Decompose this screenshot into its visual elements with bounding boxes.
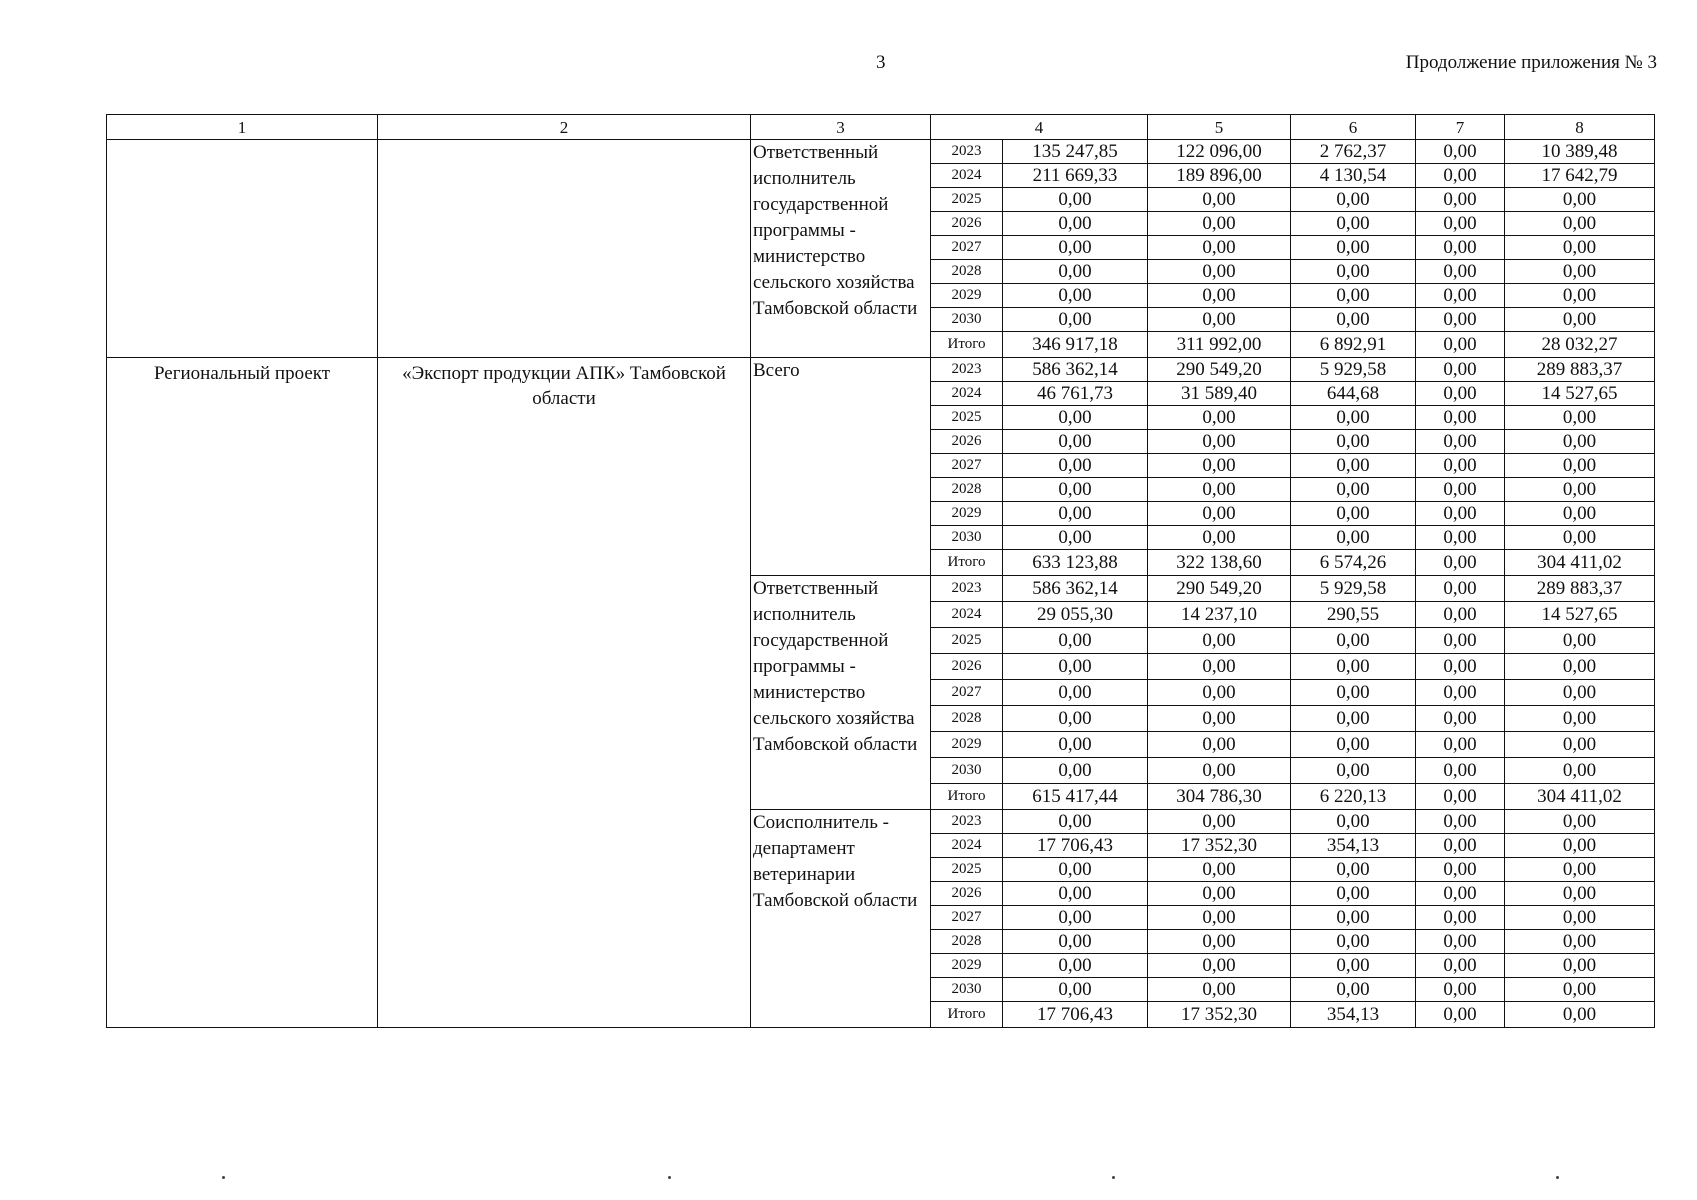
year-cell: 2028 — [931, 706, 1003, 732]
header-cell-3: 3 — [751, 115, 931, 140]
value-cell-5: 0,00 — [1148, 906, 1291, 930]
value-cell-5: 0,00 — [1148, 188, 1291, 212]
value-cell-6: 0,00 — [1291, 406, 1416, 430]
value-cell-7: 0,00 — [1416, 954, 1505, 978]
value-cell-7: 0,00 — [1416, 502, 1505, 526]
total-label-cell: Итого — [931, 550, 1003, 576]
value-cell-6: 0,00 — [1291, 212, 1416, 236]
value-cell-5: 290 549,20 — [1148, 576, 1291, 602]
value-cell-8: 0,00 — [1505, 260, 1655, 284]
year-cell: 2025 — [931, 628, 1003, 654]
value-cell-4: 29 055,30 — [1003, 602, 1148, 628]
year-cell: 2026 — [931, 430, 1003, 454]
value-cell-6: 0,00 — [1291, 628, 1416, 654]
year-cell: 2029 — [931, 284, 1003, 308]
year-cell: 2026 — [931, 654, 1003, 680]
value-cell-7: 0,00 — [1416, 810, 1505, 834]
value-cell-7: 0,00 — [1416, 406, 1505, 430]
value-cell-6: 0,00 — [1291, 882, 1416, 906]
value-cell-8: 0,00 — [1505, 954, 1655, 978]
value-cell-5: 0,00 — [1148, 502, 1291, 526]
value-cell-6: 6 574,26 — [1291, 550, 1416, 576]
value-cell-4: 135 247,85 — [1003, 140, 1148, 164]
value-cell-4: 0,00 — [1003, 654, 1148, 680]
value-cell-4: 17 706,43 — [1003, 1002, 1148, 1028]
value-cell-6: 0,00 — [1291, 260, 1416, 284]
value-cell-6: 0,00 — [1291, 858, 1416, 882]
value-cell-6: 2 762,37 — [1291, 140, 1416, 164]
table-row — [107, 140, 1655, 164]
header-row — [107, 115, 1655, 140]
value-cell-7: 0,00 — [1416, 882, 1505, 906]
value-cell-7: 0,00 — [1416, 906, 1505, 930]
value-cell-6: 6 220,13 — [1291, 784, 1416, 810]
value-cell-8: 0,00 — [1505, 834, 1655, 858]
value-cell-4: 615 417,44 — [1003, 784, 1148, 810]
value-cell-8: 0,00 — [1505, 308, 1655, 332]
year-cell: 2023 — [931, 576, 1003, 602]
value-cell-7: 0,00 — [1416, 654, 1505, 680]
value-cell-5: 290 549,20 — [1148, 358, 1291, 382]
value-cell-6: 354,13 — [1291, 834, 1416, 858]
value-cell-4: 586 362,14 — [1003, 576, 1148, 602]
value-cell-8: 0,00 — [1505, 758, 1655, 784]
value-cell-8: 289 883,37 — [1505, 576, 1655, 602]
value-cell-4: 0,00 — [1003, 758, 1148, 784]
header-cell-8: 8 — [1505, 115, 1655, 140]
value-cell-8: 28 032,27 — [1505, 332, 1655, 358]
value-cell-6: 0,00 — [1291, 236, 1416, 260]
value-cell-4: 0,00 — [1003, 236, 1148, 260]
value-cell-7: 0,00 — [1416, 526, 1505, 550]
value-cell-5: 17 352,30 — [1148, 1002, 1291, 1028]
value-cell-4: 0,00 — [1003, 526, 1148, 550]
value-cell-5: 0,00 — [1148, 406, 1291, 430]
year-cell: 2026 — [931, 212, 1003, 236]
value-cell-6: 0,00 — [1291, 680, 1416, 706]
year-cell: 2030 — [931, 308, 1003, 332]
value-cell-8: 14 527,65 — [1505, 382, 1655, 406]
value-cell-4: 46 761,73 — [1003, 382, 1148, 406]
value-cell-5: 0,00 — [1148, 810, 1291, 834]
year-cell: 2025 — [931, 406, 1003, 430]
value-cell-6: 5 929,58 — [1291, 576, 1416, 602]
year-cell: 2030 — [931, 526, 1003, 550]
value-cell-7: 0,00 — [1416, 628, 1505, 654]
value-cell-4: 0,00 — [1003, 906, 1148, 930]
year-cell: 2023 — [931, 358, 1003, 382]
value-cell-7: 0,00 — [1416, 212, 1505, 236]
value-cell-4: 0,00 — [1003, 680, 1148, 706]
value-cell-7: 0,00 — [1416, 576, 1505, 602]
project-name-cell — [378, 140, 751, 358]
value-cell-5: 0,00 — [1148, 628, 1291, 654]
budget-table — [106, 114, 1655, 1028]
year-cell: 2028 — [931, 930, 1003, 954]
value-cell-7: 0,00 — [1416, 358, 1505, 382]
value-cell-8: 0,00 — [1505, 706, 1655, 732]
year-cell: 2029 — [931, 732, 1003, 758]
value-cell-7: 0,00 — [1416, 978, 1505, 1002]
year-cell: 2024 — [931, 164, 1003, 188]
year-cell: 2027 — [931, 680, 1003, 706]
value-cell-8: 304 411,02 — [1505, 550, 1655, 576]
year-cell: 2028 — [931, 478, 1003, 502]
value-cell-6: 5 929,58 — [1291, 358, 1416, 382]
value-cell-4: 0,00 — [1003, 212, 1148, 236]
value-cell-6: 0,00 — [1291, 732, 1416, 758]
year-cell: 2029 — [931, 954, 1003, 978]
value-cell-8: 0,00 — [1505, 930, 1655, 954]
value-cell-6: 290,55 — [1291, 602, 1416, 628]
executor-cell: Всего — [751, 358, 931, 576]
header-cell-5: 5 — [1148, 115, 1291, 140]
value-cell-6: 0,00 — [1291, 308, 1416, 332]
value-cell-8: 17 642,79 — [1505, 164, 1655, 188]
value-cell-8: 0,00 — [1505, 502, 1655, 526]
project-type-cell — [107, 140, 378, 358]
year-cell: 2023 — [931, 810, 1003, 834]
year-cell: 2027 — [931, 454, 1003, 478]
year-cell: 2024 — [931, 382, 1003, 406]
value-cell-7: 0,00 — [1416, 858, 1505, 882]
value-cell-5: 31 589,40 — [1148, 382, 1291, 406]
value-cell-8: 0,00 — [1505, 906, 1655, 930]
value-cell-7: 0,00 — [1416, 308, 1505, 332]
value-cell-6: 0,00 — [1291, 454, 1416, 478]
value-cell-5: 0,00 — [1148, 454, 1291, 478]
value-cell-4: 0,00 — [1003, 858, 1148, 882]
value-cell-7: 0,00 — [1416, 454, 1505, 478]
value-cell-5: 0,00 — [1148, 858, 1291, 882]
value-cell-6: 0,00 — [1291, 954, 1416, 978]
value-cell-6: 0,00 — [1291, 188, 1416, 212]
value-cell-8: 14 527,65 — [1505, 602, 1655, 628]
value-cell-5: 311 992,00 — [1148, 332, 1291, 358]
year-cell: 2025 — [931, 858, 1003, 882]
value-cell-4: 0,00 — [1003, 454, 1148, 478]
value-cell-7: 0,00 — [1416, 930, 1505, 954]
value-cell-5: 0,00 — [1148, 732, 1291, 758]
value-cell-6: 0,00 — [1291, 284, 1416, 308]
value-cell-5: 14 237,10 — [1148, 602, 1291, 628]
total-label-cell: Итого — [931, 1002, 1003, 1028]
value-cell-5: 0,00 — [1148, 680, 1291, 706]
executor-cell: Соисполнитель - департамент ветеринарии Тамбовской области — [751, 810, 931, 1028]
value-cell-8: 0,00 — [1505, 680, 1655, 706]
value-cell-7: 0,00 — [1416, 758, 1505, 784]
value-cell-4: 0,00 — [1003, 308, 1148, 332]
table-row — [107, 358, 1655, 382]
value-cell-8: 0,00 — [1505, 858, 1655, 882]
value-cell-5: 0,00 — [1148, 284, 1291, 308]
value-cell-5: 0,00 — [1148, 706, 1291, 732]
year-cell: 2023 — [931, 140, 1003, 164]
value-cell-8: 0,00 — [1505, 188, 1655, 212]
value-cell-4: 0,00 — [1003, 284, 1148, 308]
value-cell-5: 0,00 — [1148, 978, 1291, 1002]
value-cell-5: 322 138,60 — [1148, 550, 1291, 576]
value-cell-7: 0,00 — [1416, 430, 1505, 454]
value-cell-8: 0,00 — [1505, 1002, 1655, 1028]
value-cell-5: 0,00 — [1148, 930, 1291, 954]
executor-cell: Ответственный исполнитель государственной программы - министерство сельского хозяйства Тамбовской области — [751, 576, 931, 810]
value-cell-7: 0,00 — [1416, 284, 1505, 308]
value-cell-6: 6 892,91 — [1291, 332, 1416, 358]
value-cell-7: 0,00 — [1416, 382, 1505, 406]
page-number: 3 — [876, 52, 886, 73]
year-cell: 2029 — [931, 502, 1003, 526]
value-cell-8: 0,00 — [1505, 978, 1655, 1002]
value-cell-8: 0,00 — [1505, 810, 1655, 834]
value-cell-7: 0,00 — [1416, 784, 1505, 810]
value-cell-8: 0,00 — [1505, 406, 1655, 430]
year-cell: 2026 — [931, 882, 1003, 906]
value-cell-8: 0,00 — [1505, 654, 1655, 680]
value-cell-5: 0,00 — [1148, 758, 1291, 784]
value-cell-4: 0,00 — [1003, 706, 1148, 732]
scan-speck — [222, 1176, 225, 1179]
value-cell-7: 0,00 — [1416, 332, 1505, 358]
total-label-cell: Итого — [931, 784, 1003, 810]
value-cell-4: 0,00 — [1003, 954, 1148, 978]
value-cell-5: 189 896,00 — [1148, 164, 1291, 188]
value-cell-8: 0,00 — [1505, 430, 1655, 454]
header-cell-4: 4 — [931, 115, 1148, 140]
value-cell-4: 0,00 — [1003, 406, 1148, 430]
value-cell-6: 4 130,54 — [1291, 164, 1416, 188]
value-cell-8: 0,00 — [1505, 284, 1655, 308]
value-cell-4: 0,00 — [1003, 978, 1148, 1002]
value-cell-8: 0,00 — [1505, 454, 1655, 478]
value-cell-4: 0,00 — [1003, 732, 1148, 758]
value-cell-6: 0,00 — [1291, 526, 1416, 550]
value-cell-5: 0,00 — [1148, 430, 1291, 454]
value-cell-5: 0,00 — [1148, 526, 1291, 550]
value-cell-4: 0,00 — [1003, 188, 1148, 212]
value-cell-6: 0,00 — [1291, 930, 1416, 954]
value-cell-5: 0,00 — [1148, 236, 1291, 260]
value-cell-5: 0,00 — [1148, 308, 1291, 332]
value-cell-4: 586 362,14 — [1003, 358, 1148, 382]
year-cell: 2027 — [931, 236, 1003, 260]
value-cell-4: 211 669,33 — [1003, 164, 1148, 188]
value-cell-4: 0,00 — [1003, 502, 1148, 526]
value-cell-4: 346 917,18 — [1003, 332, 1148, 358]
value-cell-6: 0,00 — [1291, 478, 1416, 502]
value-cell-8: 0,00 — [1505, 526, 1655, 550]
value-cell-6: 0,00 — [1291, 810, 1416, 834]
value-cell-8: 0,00 — [1505, 628, 1655, 654]
value-cell-6: 0,00 — [1291, 978, 1416, 1002]
project-name-cell: «Экспорт продукции АПК» Тамбовской области — [378, 358, 751, 1028]
value-cell-4: 0,00 — [1003, 478, 1148, 502]
value-cell-6: 644,68 — [1291, 382, 1416, 406]
value-cell-4: 633 123,88 — [1003, 550, 1148, 576]
value-cell-8: 0,00 — [1505, 478, 1655, 502]
value-cell-4: 0,00 — [1003, 260, 1148, 284]
value-cell-4: 0,00 — [1003, 430, 1148, 454]
value-cell-7: 0,00 — [1416, 602, 1505, 628]
value-cell-8: 289 883,37 — [1505, 358, 1655, 382]
value-cell-6: 0,00 — [1291, 430, 1416, 454]
value-cell-5: 0,00 — [1148, 954, 1291, 978]
value-cell-4: 0,00 — [1003, 810, 1148, 834]
header-cell-7: 7 — [1416, 115, 1505, 140]
value-cell-8: 10 389,48 — [1505, 140, 1655, 164]
value-cell-6: 354,13 — [1291, 1002, 1416, 1028]
appendix-caption: Продолжение приложения № 3 — [1405, 52, 1657, 73]
value-cell-7: 0,00 — [1416, 236, 1505, 260]
year-cell: 2030 — [931, 978, 1003, 1002]
scan-speck — [1112, 1176, 1115, 1179]
value-cell-4: 17 706,43 — [1003, 834, 1148, 858]
value-cell-8: 0,00 — [1505, 732, 1655, 758]
executor-cell: Ответственный исполнитель государственной программы - министерство сельского хозяйства Тамбовской области — [751, 140, 931, 358]
value-cell-5: 0,00 — [1148, 654, 1291, 680]
value-cell-6: 0,00 — [1291, 906, 1416, 930]
value-cell-5: 304 786,30 — [1148, 784, 1291, 810]
header-cell-1: 1 — [107, 115, 378, 140]
year-cell: 2030 — [931, 758, 1003, 784]
value-cell-5: 122 096,00 — [1148, 140, 1291, 164]
value-cell-7: 0,00 — [1416, 260, 1505, 284]
value-cell-7: 0,00 — [1416, 164, 1505, 188]
value-cell-6: 0,00 — [1291, 502, 1416, 526]
value-cell-7: 0,00 — [1416, 732, 1505, 758]
value-cell-5: 0,00 — [1148, 882, 1291, 906]
value-cell-6: 0,00 — [1291, 758, 1416, 784]
value-cell-7: 0,00 — [1416, 550, 1505, 576]
year-cell: 2025 — [931, 188, 1003, 212]
value-cell-7: 0,00 — [1416, 188, 1505, 212]
value-cell-7: 0,00 — [1416, 706, 1505, 732]
header-cell-2: 2 — [378, 115, 751, 140]
value-cell-7: 0,00 — [1416, 1002, 1505, 1028]
value-cell-4: 0,00 — [1003, 882, 1148, 906]
value-cell-5: 17 352,30 — [1148, 834, 1291, 858]
value-cell-8: 0,00 — [1505, 236, 1655, 260]
value-cell-7: 0,00 — [1416, 680, 1505, 706]
project-type-cell: Региональный проект — [107, 358, 378, 1028]
value-cell-5: 0,00 — [1148, 212, 1291, 236]
year-cell: 2024 — [931, 834, 1003, 858]
value-cell-4: 0,00 — [1003, 628, 1148, 654]
value-cell-7: 0,00 — [1416, 478, 1505, 502]
scan-speck — [668, 1176, 671, 1179]
value-cell-5: 0,00 — [1148, 260, 1291, 284]
year-cell: 2028 — [931, 260, 1003, 284]
year-cell: 2027 — [931, 906, 1003, 930]
value-cell-8: 0,00 — [1505, 212, 1655, 236]
scan-speck — [1556, 1176, 1559, 1179]
header-cell-6: 6 — [1291, 115, 1416, 140]
value-cell-7: 0,00 — [1416, 834, 1505, 858]
value-cell-6: 0,00 — [1291, 654, 1416, 680]
value-cell-7: 0,00 — [1416, 140, 1505, 164]
value-cell-4: 0,00 — [1003, 930, 1148, 954]
value-cell-8: 304 411,02 — [1505, 784, 1655, 810]
year-cell: 2024 — [931, 602, 1003, 628]
value-cell-8: 0,00 — [1505, 882, 1655, 906]
value-cell-6: 0,00 — [1291, 706, 1416, 732]
value-cell-5: 0,00 — [1148, 478, 1291, 502]
total-label-cell: Итого — [931, 332, 1003, 358]
